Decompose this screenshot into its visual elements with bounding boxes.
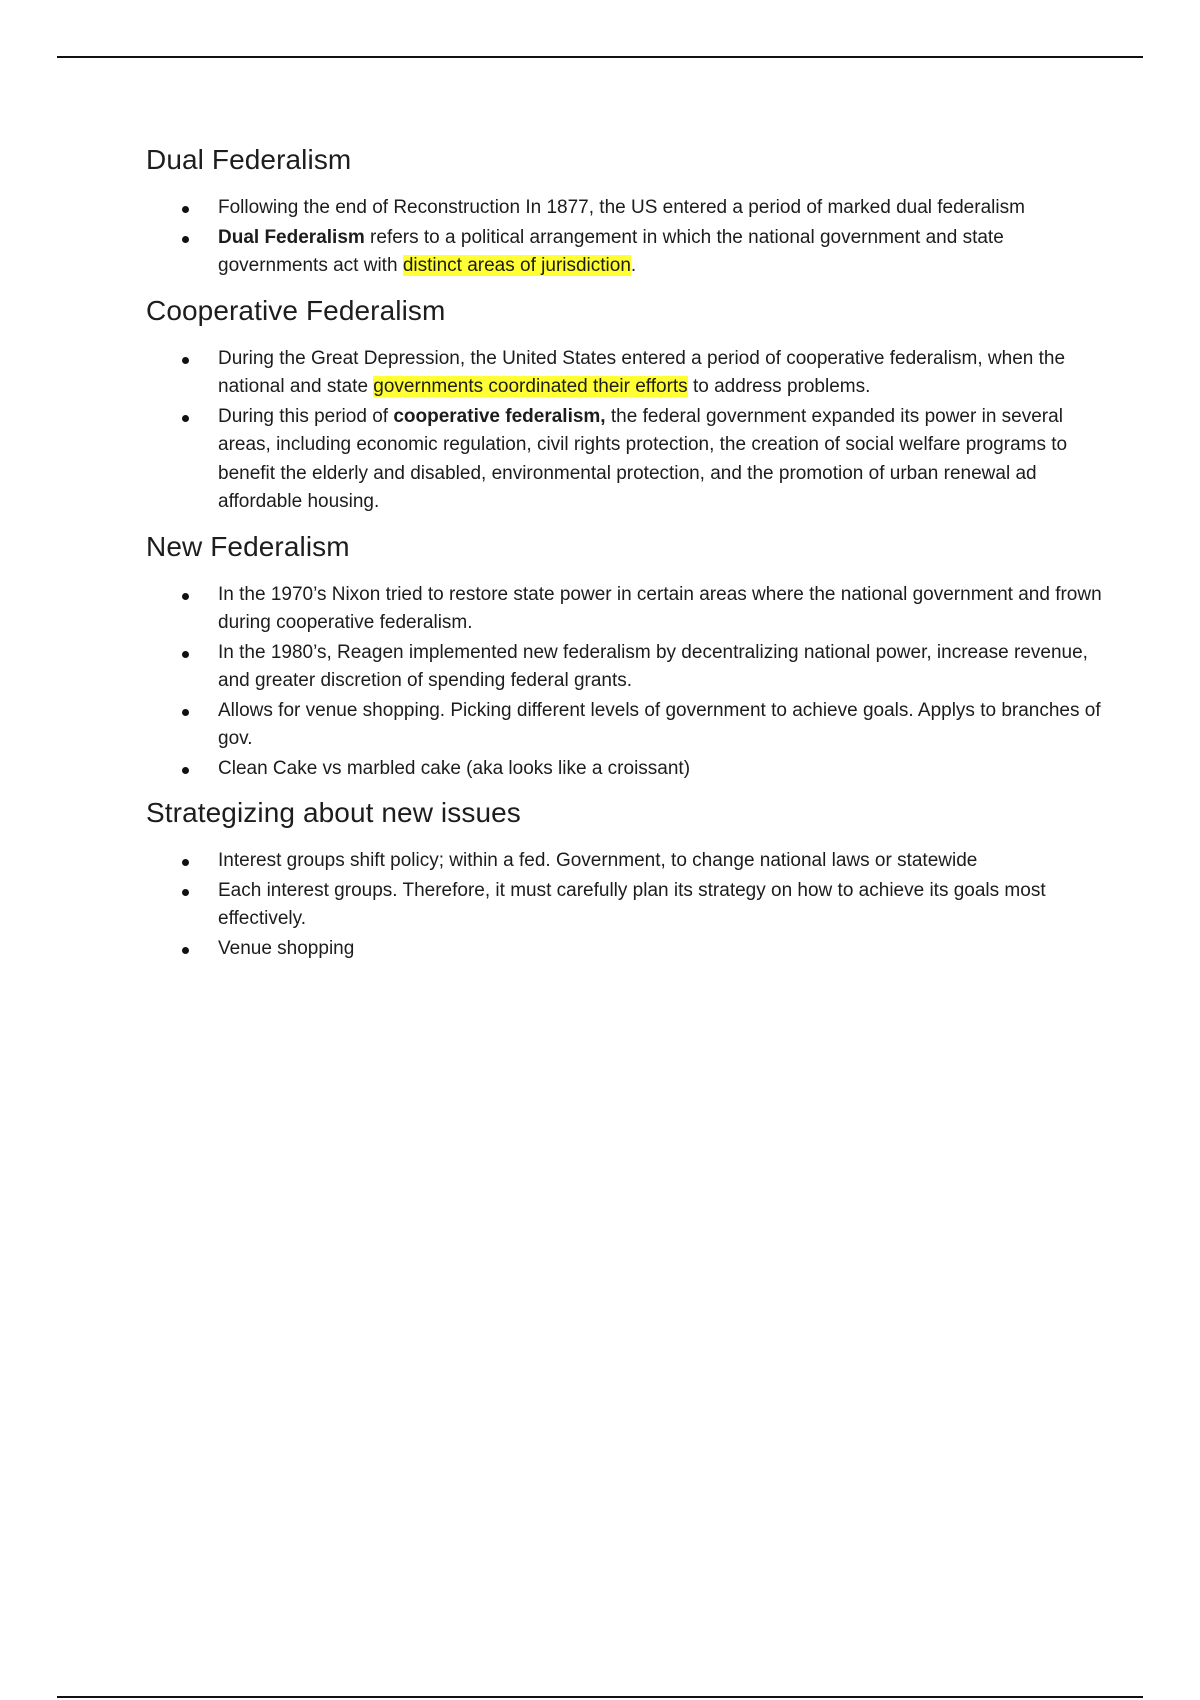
- list-item: [146, 877, 1106, 934]
- item-text: Venue shopping: [218, 937, 355, 959]
- item-text-end: to address problems.: [687, 376, 871, 397]
- bold-term: Dual Federalism: [218, 226, 365, 248]
- item-text: Following the end of Reconstruction In 1877, the US entered a period of marked dual federalism: [218, 197, 1025, 218]
- item-text: In the 1980’s, Reagen implemented new federalism by decentralizing national power, increase revenue, and greater discretion of spending federal grants.: [218, 641, 1088, 691]
- bold-term: cooperative federalism,: [393, 405, 606, 427]
- section-new-federalism: [146, 529, 1106, 784]
- top-rule: [57, 56, 1143, 58]
- section-heading: Dual Federalism: [146, 144, 352, 175]
- item-text: During the Great Depression, the United States entered a period of cooperative federalism, when the national and state: [218, 347, 1066, 397]
- bullet-icon: [182, 709, 189, 716]
- item-text: Allows for venue shopping. Picking different levels of government to achieve goals. Applys to branches of gov.: [218, 699, 1101, 749]
- item-text: Each interest groups. Therefore, it must carefully plan its strategy on how to achieve its goals most effectively.: [218, 879, 1046, 929]
- bullet-icon: [182, 859, 189, 866]
- bullet-icon: [182, 767, 189, 774]
- bullet-icon: [182, 415, 189, 422]
- item-text: refers to a political arrangement in which the national government and state governments act with: [218, 226, 1004, 276]
- bottom-rule: [57, 1696, 1143, 1698]
- bullet-icon: [182, 206, 189, 213]
- section-heading: New Federalism: [146, 530, 350, 562]
- list-item: [146, 935, 1106, 964]
- list-item: [146, 697, 1106, 754]
- list-item: [146, 847, 1106, 876]
- section-dual-federalism: [146, 142, 1106, 281]
- section-heading: Cooperative Federalism: [146, 294, 446, 326]
- list-item: [146, 581, 1106, 638]
- item-text: Clean Cake vs marbled cake (aka looks like a croissant): [218, 757, 691, 779]
- bullet-list: [146, 194, 1106, 281]
- bullet-list: [146, 581, 1106, 784]
- bullet-icon: [182, 651, 189, 658]
- bullet-icon: [182, 889, 189, 896]
- item-text-end: the federal government expanded its power in several areas, including economic regulation, civil rights protection, the creation of social welfare programs to benefit the elderly and disabled, environmental protection, and the promotion of urban renewal ad affordable housing.: [218, 405, 1068, 512]
- bullet-icon: [182, 236, 189, 243]
- bullet-list: [146, 345, 1106, 517]
- document-body: [146, 142, 1106, 964]
- section-strategizing: [146, 795, 1106, 963]
- item-text-end: .: [630, 255, 637, 276]
- bullet-list: [146, 847, 1106, 963]
- section-cooperative-federalism: [146, 293, 1106, 517]
- bullet-icon: [182, 357, 189, 364]
- item-text: Interest groups shift policy; within a fed. Government, to change national laws or statewide: [218, 850, 978, 871]
- list-item: [146, 194, 1106, 223]
- list-item: [146, 345, 1106, 402]
- list-item: [146, 403, 1106, 517]
- section-heading: Strategizing about new issues: [146, 797, 521, 828]
- list-item: [146, 755, 1106, 784]
- highlighted-text: governments coordinated their efforts: [373, 376, 688, 397]
- bullet-icon: [182, 593, 189, 600]
- item-text: During this period of: [218, 405, 394, 427]
- list-item: [146, 224, 1106, 281]
- item-text: In the 1970’s Nixon tried to restore state power in certain areas where the national government and frown during cooperative federalism.: [218, 583, 1102, 633]
- list-item: [146, 639, 1106, 696]
- highlighted-text: distinct areas of jurisdiction: [402, 255, 631, 276]
- bullet-icon: [182, 947, 189, 954]
